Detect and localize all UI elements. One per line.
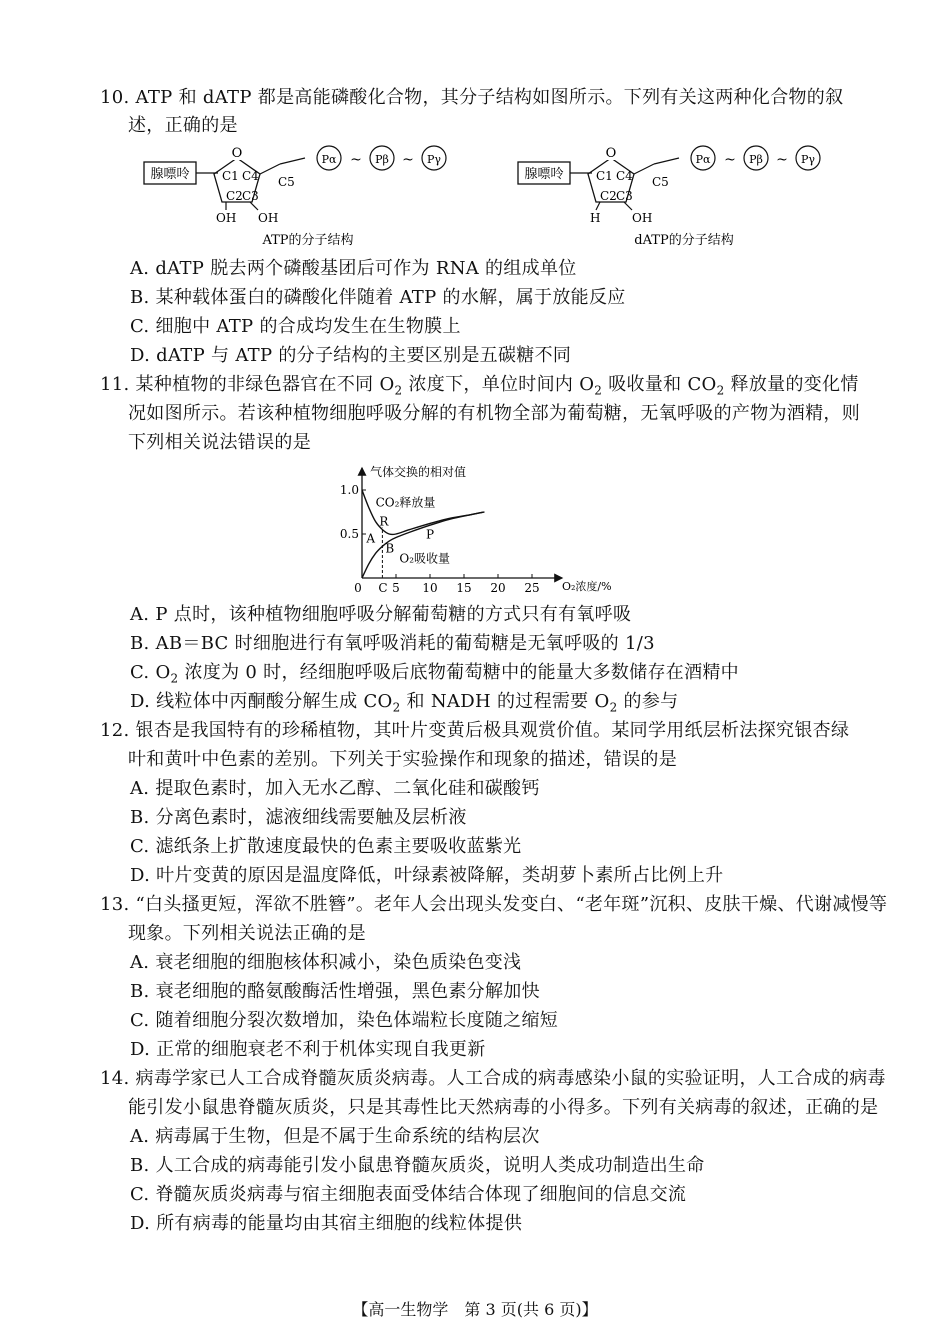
- q10-option-c: C. 细胞中 ATP 的合成均发生在生物膜上: [130, 316, 461, 337]
- c5-label: C5: [278, 175, 295, 189]
- q10-stem-line-2: 述，正确的是: [128, 115, 238, 136]
- q14-option-c: C. 脊髓灰质炎病毒与宿主细胞表面受体结合体现了细胞间的信息交流: [130, 1184, 687, 1205]
- x-tick-label: 5: [392, 581, 400, 595]
- datp-c2-h-label: H: [590, 211, 601, 225]
- atp-c3-oh-label: OH: [258, 211, 279, 225]
- c2-label: C2: [600, 189, 617, 203]
- q12-option-c: C. 滤纸条上扩散速度最快的色素主要吸收蓝紫光: [130, 836, 522, 857]
- q11-gas-exchange-chart: [330, 462, 630, 598]
- ring-oxygen-label: O: [605, 146, 617, 161]
- atp-bond-2: ~: [402, 152, 414, 168]
- x-tick-label: 20: [490, 581, 506, 595]
- datp-bond-2: ~: [776, 152, 788, 168]
- x-tick-label: 0: [354, 581, 362, 595]
- c4-label: C4: [616, 169, 633, 183]
- atp-p-beta-label: Pβ: [375, 153, 389, 166]
- q14-stem-line-1: 14. 病毒学家已人工合成脊髓灰质炎病毒。人工合成的病毒感染小鼠的实验证明，人工合成的病毒: [100, 1068, 886, 1089]
- point-a-label: A: [366, 531, 376, 546]
- subscript-2: 2: [716, 383, 725, 398]
- subscript-2: 2: [594, 383, 603, 398]
- subscript-2: 2: [609, 700, 618, 715]
- y-tick-label: 0.5: [339, 527, 359, 541]
- q10-option-b: B. 某种载体蛋白的磷酸化伴随着 ATP 的水解，属于放能反应: [130, 287, 626, 308]
- c1-label: C1: [222, 169, 239, 183]
- q11-option-b: B. AB＝BC 时细胞进行有氧呼吸消耗的葡萄糖是无氧呼吸的 1/3: [130, 633, 655, 654]
- point-r-label: R: [379, 514, 389, 529]
- q10-stem-line-1: 10. ATP 和 dATP 都是高能磷酸化合物，其分子结构如图所示。下列有关这两种化合物的叙: [100, 87, 844, 108]
- q11-stem-part: 11. 某种植物的非绿色器官在不同 O: [100, 374, 395, 395]
- ring-oxygen-label: O: [231, 146, 243, 161]
- x-tick-label: 25: [524, 581, 540, 595]
- c1-label: C1: [596, 169, 613, 183]
- q13-stem-line-1: 13. “白头搔更短，浑欲不胜簪”。老年人会出现头发变白、“老年斑”沉积、皮肤干燥、代谢减慢等: [100, 894, 888, 915]
- c2-label: C2: [226, 189, 243, 203]
- atp-caption: ATP的分子结构: [262, 233, 354, 248]
- q10-option-d: D. dATP 与 ATP 的分子结构的主要区别是五碳糖不同: [130, 345, 572, 366]
- q13-option-b: B. 衰老细胞的酪氨酸酶活性增强，黑色素分解加快: [130, 981, 540, 1002]
- c3-label: C3: [242, 189, 259, 203]
- page-footer: 【高一生物学 第 3 页(共 6 页)】: [352, 1300, 598, 1319]
- q11-option-d-part: 和 NADH 的过程需要 O: [400, 691, 610, 712]
- q11-stem-part: 吸收量和 CO: [602, 374, 717, 395]
- q11-stem-line-1: [100, 373, 859, 397]
- q14-stem-line-2: 能引发小鼠患脊髓灰质炎，只是其毒性比天然病毒的小得多。下列有关病毒的叙述，正确的是: [128, 1097, 879, 1118]
- c5-label: C5: [652, 175, 669, 189]
- x-axis-label: O₂浓度/%: [562, 580, 612, 593]
- co2-series-label: CO₂释放量: [375, 495, 436, 510]
- datp-p-beta-label: Pβ: [749, 153, 763, 166]
- x-tick-label: 10: [422, 581, 438, 595]
- q13-option-d: D. 正常的细胞衰老不利于机体实现自我更新: [130, 1039, 486, 1060]
- adenine-label: 腺嘌呤: [524, 167, 564, 182]
- q11-stem-line-3: 下列相关说法错误的是: [128, 432, 311, 453]
- q14-option-b: B. 人工合成的病毒能引发小鼠患脊髓灰质炎，说明人类成功制造出生命: [130, 1155, 705, 1176]
- q12-stem-line-1: 12. 银杏是我国特有的珍稀植物，其叶片变黄后极具观赏价值。某同学用纸层析法探究银杏绿: [100, 720, 850, 741]
- q11-option-d-part: 的参与: [617, 691, 679, 712]
- y-tick-label: 1.0: [339, 483, 359, 497]
- atp-p-gamma-label: Pγ: [427, 153, 441, 166]
- q11-option-d: [130, 690, 678, 714]
- y-axis-label: 气体交换的相对值: [370, 465, 467, 479]
- q14-option-d: D. 所有病毒的能量均由其宿主细胞的线粒体提供: [130, 1213, 523, 1234]
- q12-stem-line-2: 叶和黄叶中色素的差别。下列关于实验操作和现象的描述，错误的是: [128, 749, 677, 770]
- q13-option-c: C. 随着细胞分裂次数增加，染色体端粒长度随之缩短: [130, 1010, 559, 1031]
- q11-option-c-part: C. O: [130, 662, 171, 683]
- q13-stem-line-2: 现象。下列相关说法正确的是: [128, 923, 366, 944]
- q10-option-a: A. dATP 脱去两个磷酸基团后可作为 RNA 的组成单位: [130, 258, 577, 279]
- q11-option-c-part: 浓度为 0 时，经细胞呼吸后底物葡萄糖中的能量大多数储存在酒精中: [178, 662, 739, 683]
- point-c-label: C: [378, 581, 388, 595]
- datp-p-alpha-label: Pα: [695, 153, 711, 166]
- atp-c2-oh-label: OH: [216, 211, 237, 225]
- q11-option-d-part: D. 线粒体中丙酮酸分解生成 CO: [130, 691, 393, 712]
- c3-label: C3: [616, 189, 633, 203]
- atp-bond-1: ~: [350, 152, 362, 168]
- q14-option-a: A. 病毒属于生物，但是不属于生命系统的结构层次: [130, 1126, 540, 1147]
- q13-option-a: A. 衰老细胞的细胞核体积减小，染色质染色变浅: [130, 952, 522, 973]
- q12-option-d: D. 叶片变黄的原因是温度降低，叶绿素被降解，类胡萝卜素所占比例上升: [130, 865, 724, 886]
- q11-stem-part: 释放量的变化情: [724, 374, 859, 395]
- point-b-label: B: [385, 541, 395, 556]
- datp-p-gamma-label: Pγ: [801, 153, 815, 166]
- subscript-2: 2: [170, 671, 179, 686]
- subscript-2: 2: [392, 700, 401, 715]
- adenine-label: 腺嘌呤: [150, 167, 190, 182]
- point-p-label: P: [426, 527, 435, 542]
- x-tick-label: 15: [456, 581, 472, 595]
- datp-structure-diagram: [514, 140, 844, 252]
- q11-option-a: A. P 点时，该种植物细胞呼吸分解葡萄糖的方式只有有氧呼吸: [130, 604, 632, 625]
- datp-c3-oh-label: OH: [632, 211, 653, 225]
- subscript-2: 2: [394, 383, 403, 398]
- q11-stem-line-2: 况如图所示。若该种植物细胞呼吸分解的有机物全部为葡萄糖，无氧呼吸的产物为酒精，则: [128, 403, 860, 424]
- atp-structure-diagram: [140, 140, 470, 252]
- q11-option-c: [130, 661, 739, 685]
- c4-label: C4: [242, 169, 259, 183]
- o2-series-label: O₂吸收量: [399, 551, 451, 566]
- datp-bond-1: ~: [724, 152, 736, 168]
- datp-caption: dATP的分子结构: [634, 233, 734, 248]
- q11-stem-part: 浓度下，单位时间内 O: [402, 374, 595, 395]
- q12-option-b: B. 分离色素时，滤液细线需要触及层析液: [130, 807, 467, 828]
- atp-p-alpha-label: Pα: [321, 153, 337, 166]
- q12-option-a: A. 提取色素时，加入无水乙醇、二氧化硅和碳酸钙: [130, 778, 540, 799]
